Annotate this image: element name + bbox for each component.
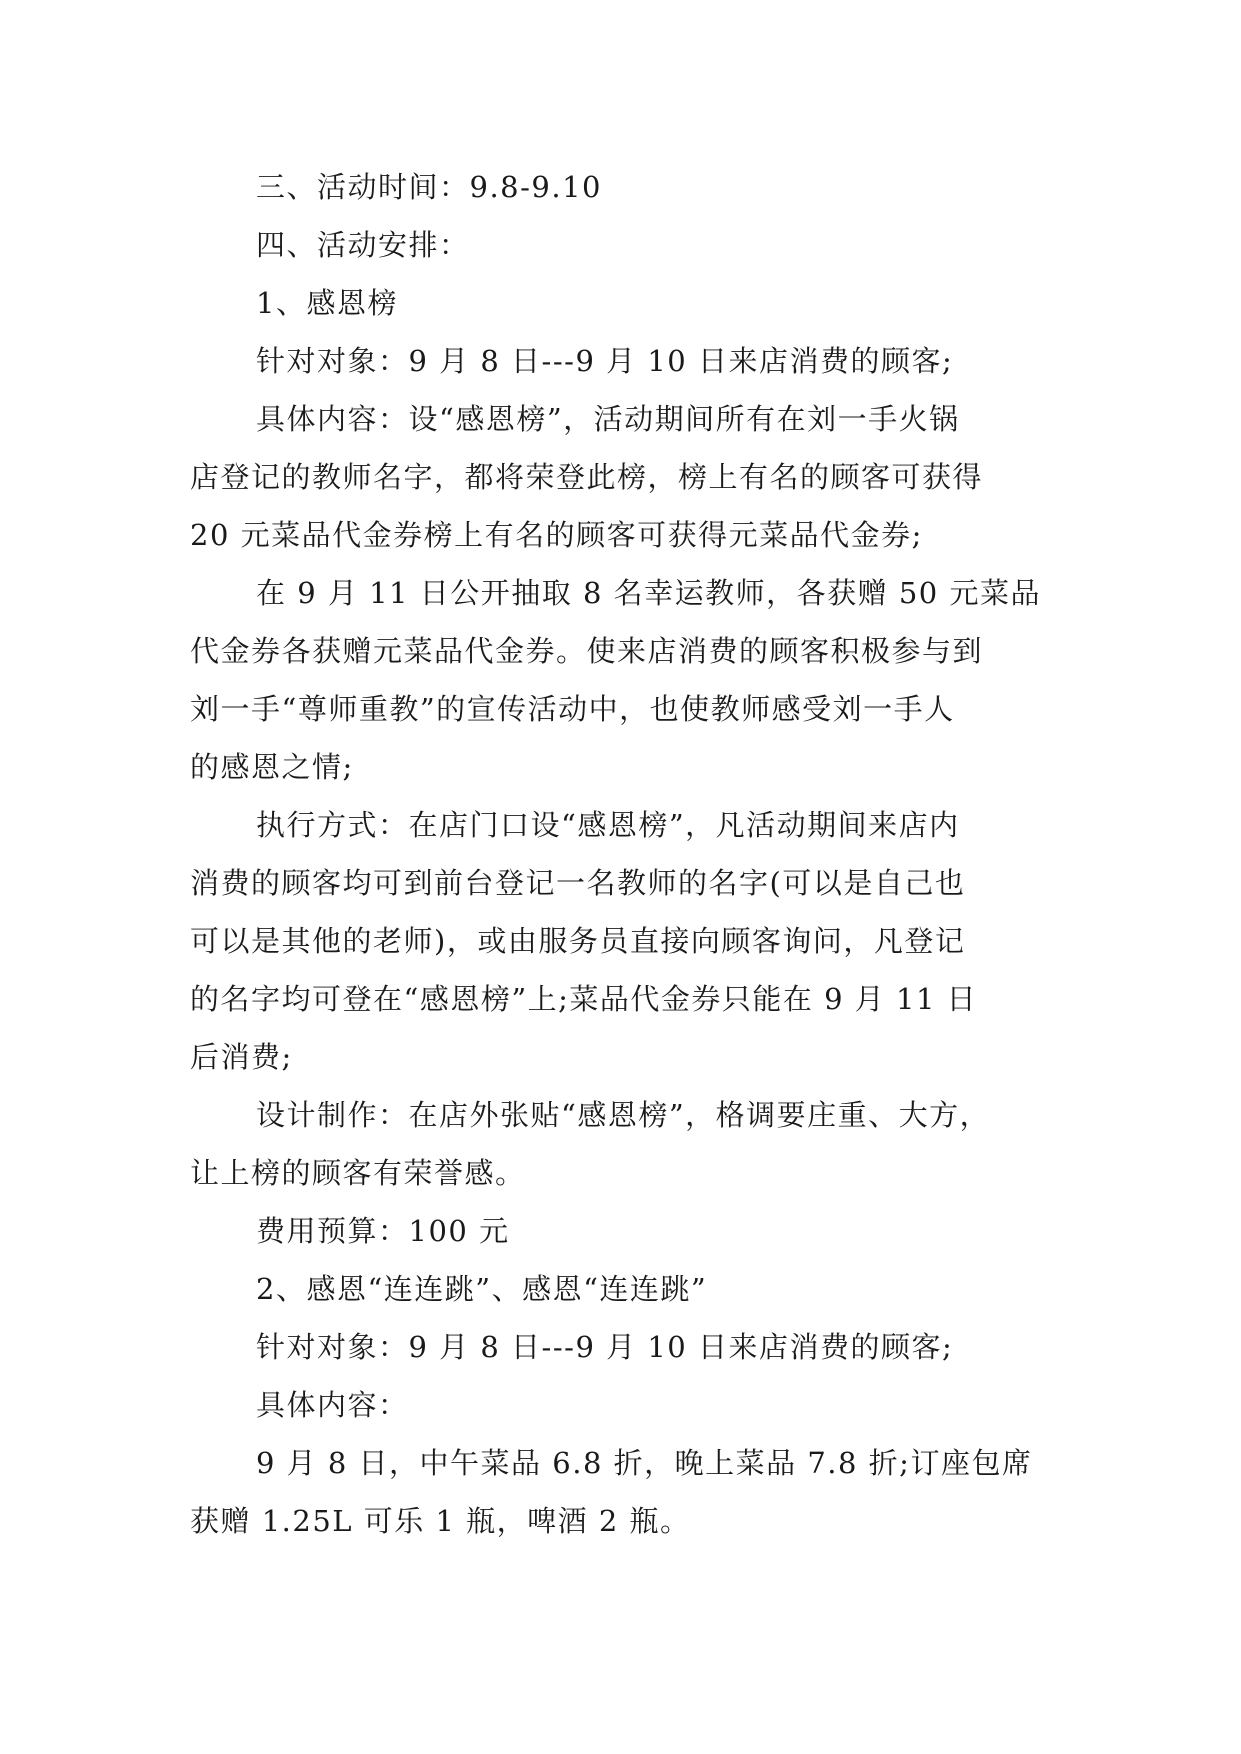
text-line: 可以是其他的老师)，或由服务员直接向顾客询问，凡登记 bbox=[190, 924, 966, 958]
text-line: 获赠 1.25L 可乐 1 瓶，啤酒 2 瓶。 bbox=[190, 1504, 691, 1538]
text-line: 执行方式：在店门口设“感恩榜”，凡活动期间来店内 bbox=[256, 808, 960, 842]
text-line: 具体内容： bbox=[256, 1388, 409, 1422]
text-line: 四、活动安排： bbox=[256, 228, 470, 262]
text-line: 针对对象：9 月 8 日---9 月 10 日来店消费的顾客; bbox=[256, 344, 954, 378]
text-line: 的感恩之情; bbox=[190, 750, 354, 784]
text-line: 在 9 月 11 日公开抽取 8 名幸运教师，各获赠 50 元菜品 bbox=[256, 576, 1041, 610]
text-line: 后消费; bbox=[190, 1040, 293, 1074]
text-line: 设计制作：在店外张贴“感恩榜”，格调要庄重、大方， bbox=[256, 1098, 991, 1132]
text-line: 费用预算：100 元 bbox=[256, 1214, 510, 1248]
text-line: 刘一手“尊师重教”的宣传活动中，也使教师感受刘一手人 bbox=[190, 692, 955, 726]
text-line: 针对对象：9 月 8 日---9 月 10 日来店消费的顾客; bbox=[256, 1330, 954, 1364]
text-line: 消费的顾客均可到前台登记一名教师的名字(可以是自己也 bbox=[190, 866, 966, 900]
text-line: 代金券各获赠元菜品代金券。使来店消费的顾客积极参与到 bbox=[190, 634, 984, 668]
text-line: 具体内容：设“感恩榜”，活动期间所有在刘一手火锅 bbox=[256, 402, 960, 436]
text-line: 9 月 8 日，中午菜品 6.8 折，晚上菜品 7.8 折;订座包席 bbox=[256, 1446, 1033, 1480]
text-line: 店登记的教师名字，都将荣登此榜，榜上有名的顾客可获得 bbox=[190, 460, 984, 494]
text-line: 让上榜的顾客有荣誉感。 bbox=[190, 1156, 526, 1190]
text-line: 的名字均可登在“感恩榜”上;菜品代金券只能在 9 月 11 日 bbox=[190, 982, 978, 1016]
text-line: 三、活动时间：9.8-9.10 bbox=[256, 170, 602, 204]
text-line: 2、感恩“连连跳”、感恩“连连跳” bbox=[256, 1272, 708, 1306]
text-line: 1、感恩榜 bbox=[256, 286, 398, 320]
document-page bbox=[190, 158, 1060, 1550]
text-line: 20 元菜品代金券榜上有名的顾客可获得元菜品代金券; bbox=[190, 518, 923, 552]
